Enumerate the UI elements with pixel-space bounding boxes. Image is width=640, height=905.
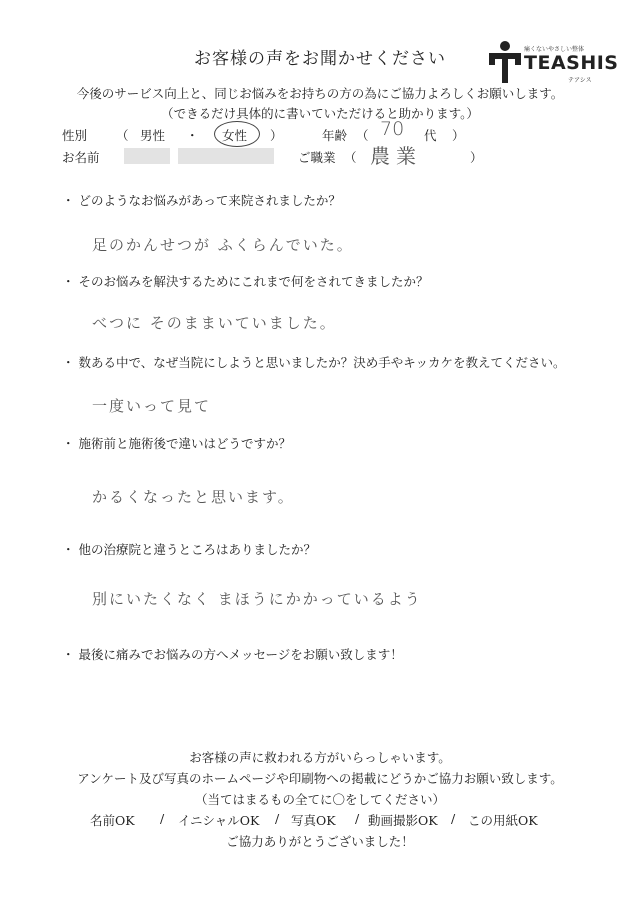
question-bullet: ・	[62, 355, 75, 370]
question-text: 最後に痛みでお悩みの方へメッセージをお願い致します！	[78, 647, 403, 662]
question-bullet: ・	[62, 647, 75, 662]
gender-close-paren: ）	[270, 128, 283, 143]
permission-initial-ok[interactable]: イニシャルOK	[178, 813, 260, 828]
intro-line-2: （できるだけ具体的に書いていただけると助かります。）	[161, 106, 479, 121]
age-close-paren: ）	[452, 128, 465, 143]
answer-2[interactable]: べつに そのままいていました。	[92, 314, 337, 332]
question-text: どのようなお悩みがあって来院されましたか？	[78, 193, 341, 208]
question-bullet: ・	[62, 274, 75, 289]
question-6	[62, 645, 403, 663]
gender-option-male[interactable]: 男性	[140, 128, 166, 143]
name-redaction	[178, 148, 274, 164]
permission-separator: /	[355, 811, 360, 826]
age-suffix: 代	[424, 128, 437, 143]
footer-thanks: ご協力ありがとうございました！	[226, 834, 414, 849]
name-redaction	[124, 148, 170, 164]
question-text: 数ある中で、なぜ当院にしようと思いましたか？決め手やキッカケを教えてください。	[78, 355, 566, 370]
age-label: 年齢	[322, 128, 348, 143]
job-label: ご職業	[298, 150, 336, 165]
question-3	[62, 353, 566, 371]
permission-photo-ok[interactable]: 写真OK	[291, 813, 336, 828]
logo-kana: テアシス	[568, 77, 592, 84]
logo-wordmark: TEASHIS	[524, 52, 619, 74]
question-4	[62, 434, 291, 452]
question-text: 施術前と施術後で違いはどうですか？	[78, 436, 292, 451]
permission-name-ok[interactable]: 名前OK	[90, 813, 135, 828]
gender-label: 性別	[62, 128, 88, 143]
permission-sheet-ok[interactable]: この用紙OK	[468, 813, 538, 828]
permission-video-ok[interactable]: 動画撮影OK	[368, 813, 438, 828]
answer-5[interactable]: 別にいたくなく まほうにかかっているよう	[92, 590, 422, 608]
question-text: 他の治療院と違うところはありましたか？	[78, 542, 317, 557]
footer-line-3: （当てはまるもの全てに〇をしてください）	[194, 792, 445, 807]
logo-figure-icon	[488, 40, 522, 84]
footer-line-1: お客様の声に救われる方がいらっしゃいます。	[189, 750, 451, 765]
name-label: お名前	[62, 150, 100, 165]
page-title: お客様の声をお聞かせください	[194, 49, 446, 69]
question-text: そのお悩みを解決するためにこれまで何をされてきましたか？	[78, 274, 429, 289]
job-close-paren: ）	[470, 150, 483, 165]
permission-separator: /	[275, 811, 280, 826]
question-bullet: ・	[62, 193, 75, 208]
question-bullet: ・	[62, 542, 75, 557]
footer-line-2: アンケート及び写真のホームページや印刷物への掲載にどうかご協力お願い致します。	[77, 771, 563, 786]
age-open-paren: （	[356, 128, 369, 143]
question-2	[62, 272, 429, 290]
logo-tagline: 痛くないやさしい整体	[524, 46, 585, 53]
selection-circle	[214, 121, 260, 147]
gender-open-paren: （	[116, 128, 129, 143]
gender-option-female[interactable]: 女性	[222, 128, 248, 143]
intro-line-1: 今後のサービス向上と、同じお悩みをお持ちの方の為にご協力よろしくお願いします。	[76, 86, 564, 101]
answer-4[interactable]: かるくなったと思います。	[92, 488, 295, 506]
question-5	[62, 540, 316, 558]
permission-separator: /	[160, 811, 165, 826]
gender-separator: ・	[186, 128, 199, 143]
answer-1[interactable]: 足のかんせつが ふくらんでいた。	[92, 236, 354, 254]
answer-3[interactable]: 一度いって見て	[92, 397, 212, 415]
job-open-paren: （	[344, 150, 357, 165]
job-value[interactable]: 農業	[370, 144, 422, 168]
teashis-logo	[488, 40, 628, 84]
permission-separator: /	[451, 811, 456, 826]
question-1	[62, 191, 341, 209]
age-value[interactable]: 70	[380, 118, 405, 140]
question-bullet: ・	[62, 436, 75, 451]
